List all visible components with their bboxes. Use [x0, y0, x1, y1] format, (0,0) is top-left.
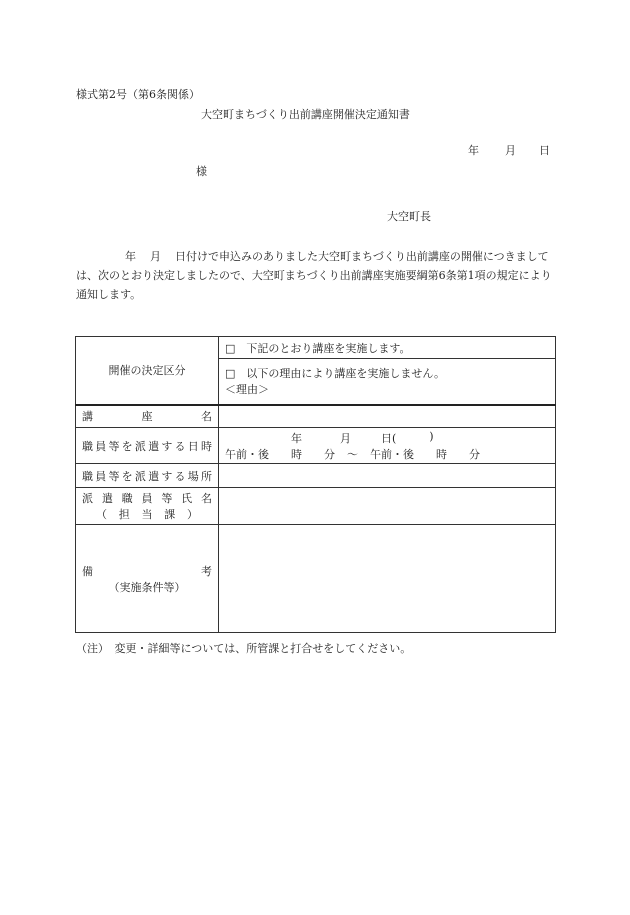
label-char: 派 [134, 439, 146, 453]
label-char: 職 [121, 492, 133, 505]
body-month: 月 [150, 250, 161, 263]
label-char: 名 [201, 410, 212, 424]
remarks-right: 考 [201, 564, 212, 578]
label-char: 担 [118, 508, 130, 521]
dt-hour-end: 時 [436, 447, 447, 461]
label-char: 氏 [181, 492, 193, 505]
reason-label: ＜理由＞ [225, 383, 269, 397]
label-char: 遣 [148, 469, 160, 483]
staff-field[interactable] [219, 488, 556, 525]
dt-day: 日( [381, 431, 397, 445]
date-month-label: 月 [505, 144, 516, 157]
label-char: 課 [164, 508, 176, 521]
label-char: 時 [200, 439, 212, 453]
label-char: る [174, 469, 186, 483]
label-char: 等 [108, 469, 120, 483]
label-char: 当 [141, 508, 153, 521]
option-not-implement[interactable] [219, 359, 556, 405]
date-day-label: 日 [539, 144, 550, 157]
dt-hour-start: 時 [291, 447, 302, 461]
label-char: を [121, 439, 133, 453]
course-name-field[interactable] [219, 405, 556, 428]
label-char: 遣 [101, 492, 113, 505]
dt-month: 月 [340, 431, 351, 445]
course-name-label [76, 405, 219, 428]
label-char: 場 [187, 469, 199, 483]
label-char: 員 [95, 439, 107, 453]
dt-ampm-start: 午前・後 [225, 447, 269, 461]
body-text: 日付けで申込みのありました大空町まちづくり出前講座の開催につきましては、次のとおり決定しましたので、大空町まちづくり出前講座実施要綱第6条第1項の規定により通知します。 [76, 250, 552, 301]
label-char: ） [187, 508, 198, 521]
label-char: 名 [200, 492, 212, 505]
label-char: 遣 [148, 439, 160, 453]
option-not-implement-text: □ 以下の理由により講座を実施しません。 [225, 367, 446, 381]
decision-table [75, 336, 556, 633]
addressee-suffix: 様 [196, 165, 207, 178]
datetime-label [76, 428, 219, 464]
dt-min-start: 分 [324, 447, 335, 461]
label-char: 座 [141, 410, 153, 424]
place-field[interactable] [219, 464, 556, 488]
label-char: 講 [82, 410, 93, 424]
sender-name: 大空町長 [387, 210, 431, 223]
staff-label [76, 488, 219, 525]
decision-label: 開催の決定区分 [76, 337, 219, 405]
dt-year: 年 [291, 431, 302, 445]
option-implement[interactable]: □ 下記のとおり講座を実施します。 [219, 337, 556, 359]
remarks-left: 備 [82, 564, 93, 578]
label-char: 日 [187, 439, 199, 453]
date-year-label: 年 [468, 144, 479, 157]
label-char: 職 [82, 469, 93, 483]
form-number: 様式第2号（第6条関係） [76, 88, 200, 101]
label-char: を [121, 469, 133, 483]
remarks-sub: （実施条件等） [108, 580, 186, 594]
label-char: す [161, 439, 173, 453]
label-char: 等 [161, 492, 173, 505]
label-char: 員 [95, 469, 107, 483]
document-title: 大空町まちづくり出前講座開催決定通知書 [201, 108, 410, 121]
body-year: 年 [125, 250, 136, 263]
dt-tilde: ～ [347, 447, 358, 461]
dt-min-end: 分 [469, 447, 480, 461]
dt-close: ) [429, 429, 434, 443]
footnote: （注） 変更・詳細等については、所管課と打合せをしてください。 [76, 642, 412, 655]
dt-ampm-end: 午前・後 [370, 447, 414, 461]
label-char: る [174, 439, 186, 453]
datetime-field[interactable] [219, 428, 556, 464]
remarks-label [76, 525, 219, 633]
label-char: 派 [82, 492, 93, 505]
label-char: 員 [141, 492, 153, 505]
remarks-field[interactable] [219, 525, 556, 633]
label-char: 所 [200, 469, 212, 483]
body-paragraph [76, 247, 558, 304]
label-char: 等 [108, 439, 120, 453]
label-char: （ [96, 508, 107, 521]
label-char: 職 [82, 439, 93, 453]
label-char: す [161, 469, 173, 483]
label-char: 派 [134, 469, 146, 483]
place-label [76, 464, 219, 488]
